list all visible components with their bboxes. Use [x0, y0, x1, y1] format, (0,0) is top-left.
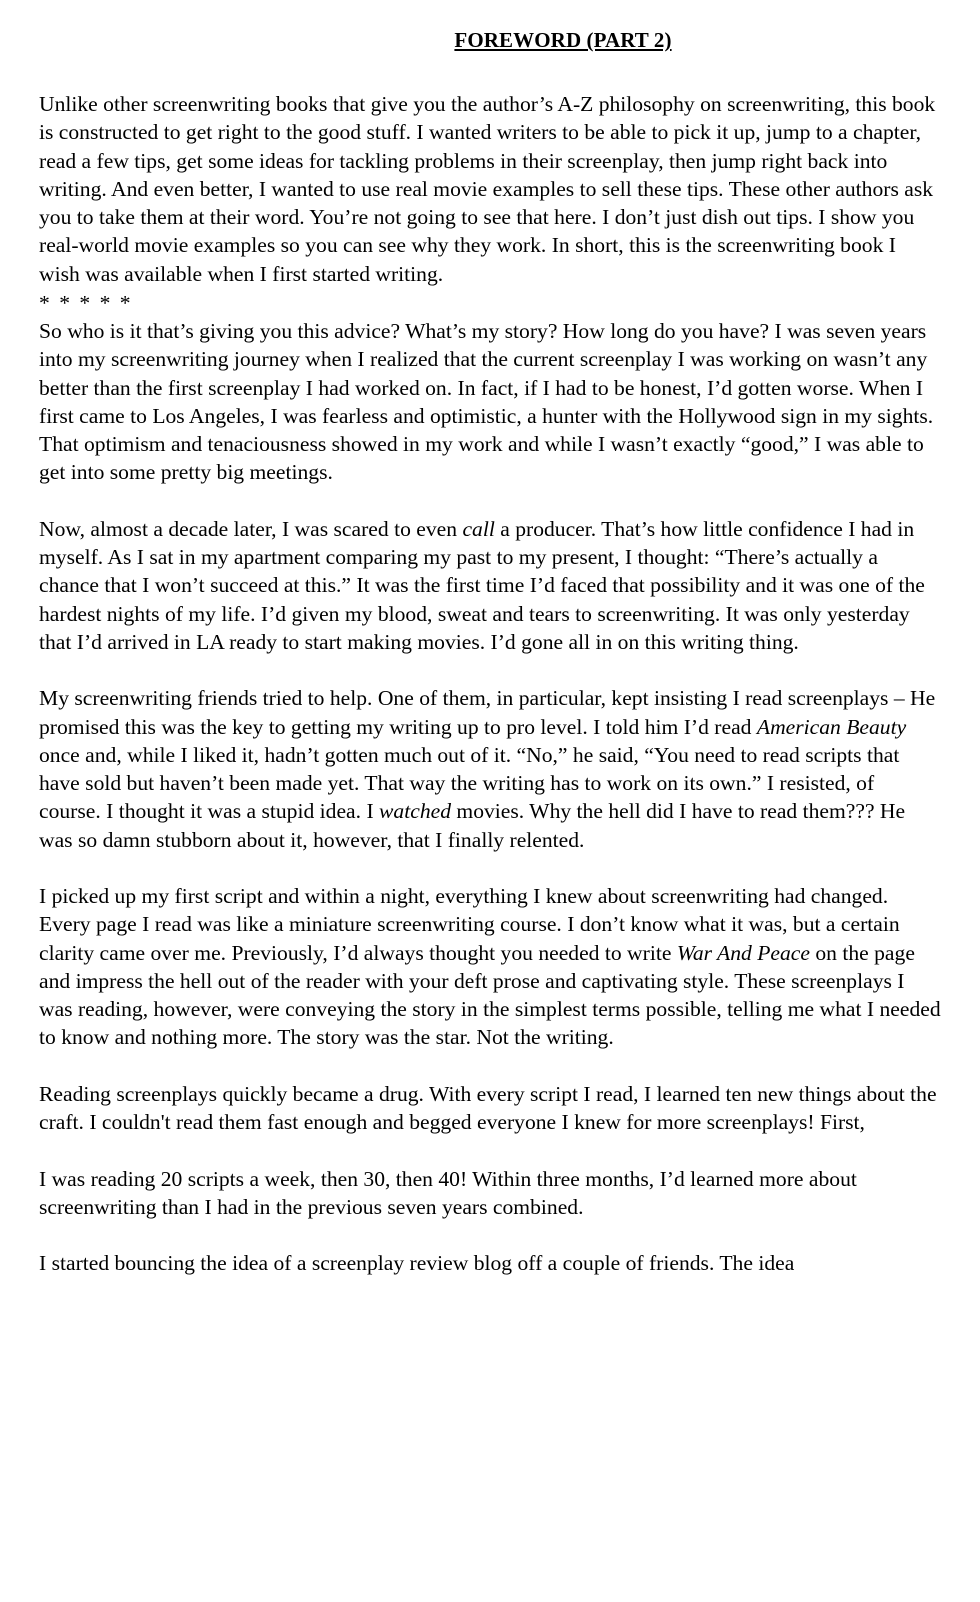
paragraph-5 [39, 882, 941, 1052]
paragraph-7: I was reading 20 scripts a week, then 30, then 40! Within three months, I’d learned more about screenwriting than I had in the previous seven years combined. [39, 1166, 857, 1219]
paragraph-2: So who is it that’s giving you this advice? What’s my story? How long do you have? I was seven years into my screenwriting journey when I realized that the current screenplay I was working on wasn’t any better than the first screenplay I had worked on. In fact, if I had to be honest, I’d gotten worse. When I first came to Los Angeles, I was fearless and optimistic, a hunter with the Hollywood sign in my sights. That optimism and tenaciousness showed in my work and while I wasn’t exactly “good,” I was able to get into some pretty big meetings. [39, 319, 934, 485]
paragraph-3-text-a: Now, almost a decade later, I was scared to even [39, 516, 463, 541]
paragraph-gap [39, 1136, 941, 1164]
paragraph-4-text-c: movies. Why the hell did I have to read them??? He was so damn stubborn about it, however, that I finally relented. [39, 799, 906, 852]
document-page [39, 26, 941, 1278]
paragraph-4 [39, 684, 941, 854]
paragraph-3-emphasis: call [462, 516, 495, 541]
paragraph-3 [39, 515, 941, 656]
paragraph-8: I started bouncing the idea of a screenplay review blog off a couple of friends. The idea [39, 1251, 795, 1276]
paragraph-6: Reading screenplays quickly became a drug. With every script I read, I learned ten new things about the craft. I couldn't read them fast enough and begged everyone I knew for more screenplays! First, [39, 1081, 937, 1134]
paragraph-gap [39, 656, 941, 684]
paragraph-4-text-b: once and, while I liked it, hadn’t gotten much out of it. “No,” he said, “You need to read scripts that have sold but haven’t been made yet. That way the writing has to work on its own.” I resisted, of course. I thought it was a stupid idea. I [39, 742, 900, 824]
paragraph-4-emphasis-1: American Beauty [756, 714, 907, 739]
paragraph-gap [39, 854, 941, 882]
page-title: FOREWORD (PART 2) [454, 28, 672, 52]
paragraph-5-emphasis: War And Peace [676, 940, 810, 965]
paragraph-3-text-b: a producer. That’s how little confidence I had in myself. As I sat in my apartment comparing my past to my present, I thought: “There’s actually a chance that I won’t succeed at this.” It was the first time I’d faced that possibility and it was one of the hardest nights of my life. I’d given my blood, sweat and tears to screenwriting. It was only yesterday that I’d arrived in LA ready to start making movies. I’d gone all in on this writing thing. [39, 516, 925, 654]
paragraph-5-text-b: on the page and impress the hell out of the reader with your deft prose and captivating style. These screenplays I was reading, however, were conveying the story in the simplest terms possible, telling me what I needed to know and nothing more. The story was the star. Not the writing. [39, 940, 941, 1050]
paragraph-4-emphasis-2: watched [379, 799, 451, 824]
section-separator: * * * * * [39, 290, 133, 315]
paragraph-gap [39, 487, 941, 515]
paragraph-4-text-a: My screenwriting friends tried to help. One of them, in particular, kept insisting I read screenplays – He promised this was the key to getting my writing up to pro level. I told him I’d read [39, 686, 936, 739]
paragraph-gap [39, 1221, 941, 1249]
paragraph-5-text-a: I picked up my first script and within a night, everything I knew about screenwriting had changed. Every page I read was like a miniature screenwriting course. I don’t know what it was, but a certain clarity came over me. Previously, I’d always thought you needed to write [39, 884, 900, 965]
paragraph-1: Unlike other screenwriting books that give you the author’s A-Z philosophy on screenwriting, this book is constructed to get right to the good stuff. I wanted writers to be able to pick it up, jump to a chapter, read a few tips, get some ideas for tackling problems in their screenplay, then jump right back into writing. And even better, I wanted to use real movie examples to sell these tips. These other authors ask you to take them at their word. You’re not going to see that here. I don’t just dish out tips. I show you real-world movie examples so you can see why they work. In short, this is the screenwriting book I wish was available when I first started writing. [39, 92, 936, 286]
paragraph-gap [39, 1052, 941, 1080]
